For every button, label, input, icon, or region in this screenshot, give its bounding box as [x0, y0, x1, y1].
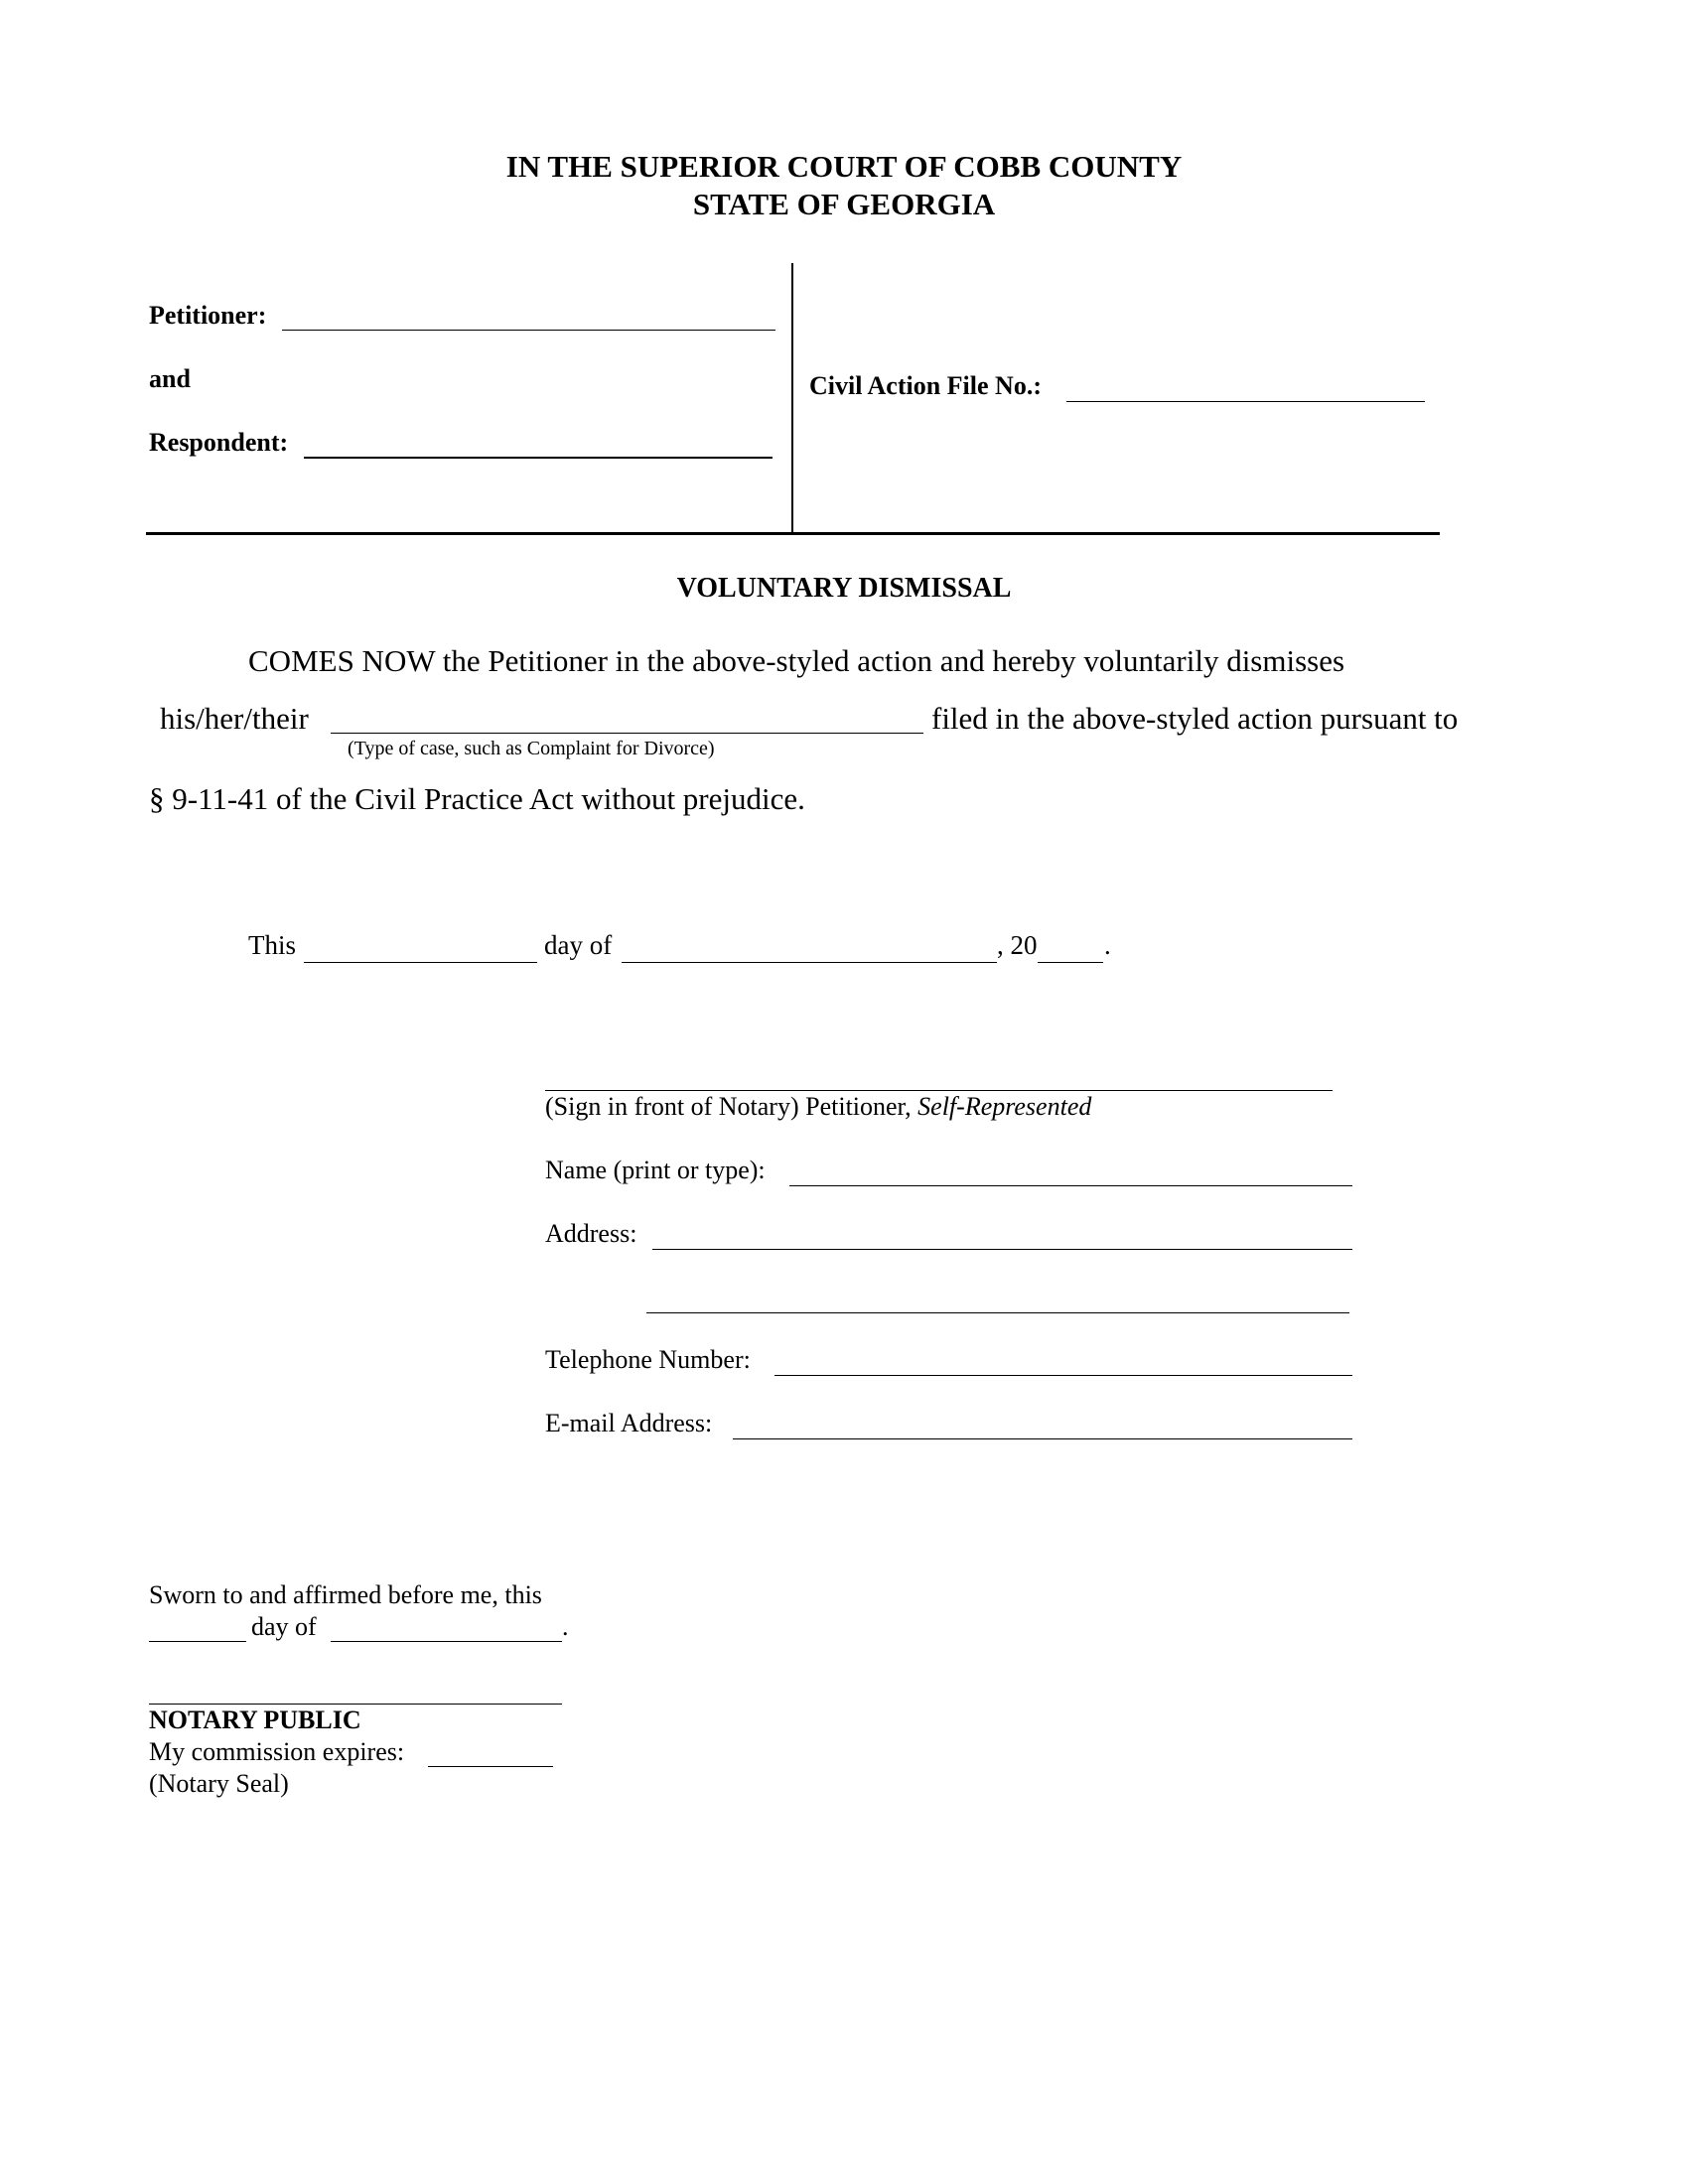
- sworn-text: Sworn to and affirmed before me, this: [149, 1580, 542, 1609]
- date-year-prefix: , 20: [997, 930, 1038, 960]
- court-state: STATE OF GEORGIA: [692, 187, 996, 221]
- telephone-field[interactable]: [774, 1375, 1352, 1376]
- commission-field[interactable]: [428, 1766, 553, 1767]
- body-line-1: COMES NOW the Petitioner in the above-styled action and hereby voluntarily dismisses: [248, 643, 1345, 678]
- body-line-2-suffix: filed in the above-styled action pursuant to: [931, 701, 1459, 736]
- notary-day-field[interactable]: [149, 1641, 246, 1642]
- year-field[interactable]: [1038, 962, 1103, 963]
- email-label: E-mail Address:: [545, 1409, 713, 1437]
- notary-day-of-label: day of: [251, 1612, 317, 1641]
- day-field[interactable]: [304, 962, 537, 963]
- notary-signature-line[interactable]: [149, 1704, 562, 1705]
- month-field[interactable]: [622, 962, 997, 963]
- and-label: and: [149, 364, 191, 393]
- notary-public-title: NOTARY PUBLIC: [149, 1706, 361, 1734]
- signature-line[interactable]: [545, 1090, 1333, 1091]
- address-label: Address:: [545, 1219, 637, 1248]
- caption-divider: [791, 263, 793, 533]
- date-day-of-label: day of: [544, 930, 613, 960]
- sign-note-text: (Sign in front of Notary) Petitioner,: [545, 1092, 918, 1121]
- telephone-label: Telephone Number:: [545, 1345, 751, 1374]
- notary-period: .: [562, 1612, 569, 1641]
- body-line-2-prefix: his/her/their: [160, 701, 309, 736]
- civil-action-label: Civil Action File No.:: [809, 371, 1042, 400]
- address-field-1[interactable]: [652, 1249, 1352, 1250]
- name-field[interactable]: [789, 1185, 1352, 1186]
- commission-label: My commission expires:: [149, 1737, 405, 1766]
- date-this-label: This: [248, 930, 297, 960]
- email-field[interactable]: [733, 1438, 1352, 1439]
- name-label: Name (print or type):: [545, 1156, 766, 1184]
- respondent-label: Respondent:: [149, 428, 289, 457]
- address-field-2[interactable]: [646, 1312, 1349, 1313]
- respondent-field[interactable]: [304, 457, 773, 459]
- case-type-field[interactable]: [331, 733, 923, 734]
- case-type-note: (Type of case, such as Complaint for Divorce): [348, 738, 715, 759]
- petitioner-field[interactable]: [282, 330, 775, 331]
- caption-bottom-rule: [146, 532, 1440, 535]
- document-title: VOLUNTARY DISMISSAL: [676, 573, 1012, 604]
- self-represented-text: Self-Represented: [917, 1092, 1092, 1121]
- petitioner-label: Petitioner:: [149, 301, 267, 330]
- signature-note: [545, 1092, 1091, 1122]
- body-line-3: § 9-11-41 of the Civil Practice Act without prejudice.: [149, 781, 805, 816]
- court-name: IN THE SUPERIOR COURT OF COBB COUNTY: [505, 149, 1183, 184]
- notary-seal-label: (Notary Seal): [149, 1769, 289, 1798]
- notary-month-field[interactable]: [331, 1641, 562, 1642]
- date-period: .: [1104, 930, 1111, 960]
- civil-action-field[interactable]: [1066, 401, 1425, 402]
